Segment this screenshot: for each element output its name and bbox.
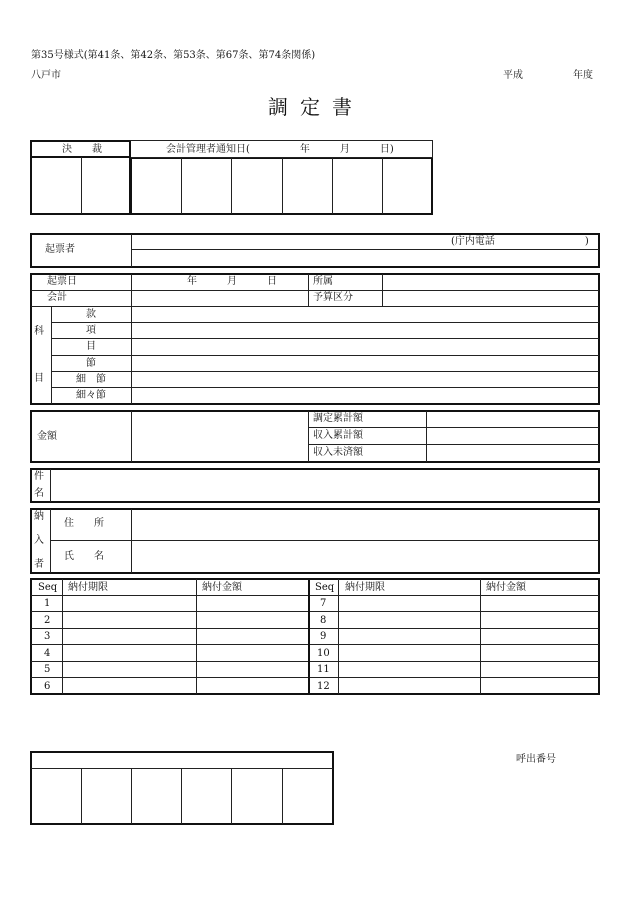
kou-label: 項 (86, 325, 96, 336)
col-amount-right: 納付金額 (486, 582, 526, 593)
col-due-left: 納付期限 (68, 582, 108, 593)
city-name: 八戸市 (31, 70, 61, 81)
budget-label: 予算区分 (313, 292, 353, 303)
payer-label-1: 納 (34, 511, 44, 522)
seq-cell: 10 (317, 648, 330, 659)
seq-cell: 4 (44, 648, 51, 659)
account-label: 会計 (47, 292, 67, 303)
document-title: 調定書 (268, 95, 364, 119)
call-number-label: 呼出番号 (516, 754, 556, 765)
seq-cell: 9 (320, 631, 327, 642)
subject-label-top: 件 (34, 471, 44, 482)
cumulative-received-label: 収入累計額 (313, 430, 363, 441)
saisetsu-label: 細 節 (76, 374, 106, 385)
address-label: 住 所 (64, 518, 104, 529)
seq-cell: 11 (317, 664, 330, 675)
unreceived-label: 収入未済額 (313, 447, 363, 458)
seq-cell: 5 (44, 664, 51, 675)
name-label: 氏 名 (64, 551, 104, 562)
era-label: 平成 (503, 70, 523, 81)
payer-label-2: 入 (34, 535, 44, 546)
moku-label: 目 (86, 341, 96, 352)
amount-label: 金額 (37, 431, 57, 442)
col-seq-right: Seq (315, 582, 335, 593)
phone-label: (庁内電話 ) (451, 236, 589, 247)
seq-cell: 7 (320, 598, 327, 609)
fiscal-year-label: 年度 (573, 70, 593, 81)
kamoku-label-top: 科 (34, 326, 44, 337)
issue-date-label: 起票日 (47, 276, 77, 287)
kamoku-label-bottom: 目 (34, 373, 44, 384)
col-amount-left: 納付金額 (202, 582, 242, 593)
setsu-label: 節 (86, 358, 96, 369)
seq-cell: 1 (44, 598, 51, 609)
dept-label: 所属 (313, 276, 333, 287)
issue-date-value: 年 月 日 (187, 276, 277, 287)
saisaisetsu-label: 細々節 (76, 390, 106, 401)
payer-label-3: 者 (34, 559, 44, 570)
seq-cell: 6 (44, 681, 51, 692)
cumulative-adjusted-label: 調定累計額 (313, 413, 363, 424)
kessai-label: 決 裁 (62, 144, 102, 155)
issuer-label: 起票者 (45, 244, 75, 255)
seq-cell: 8 (320, 615, 327, 626)
kan-label: 款 (86, 309, 96, 320)
seq-cell: 12 (317, 681, 330, 692)
seq-cell: 2 (44, 615, 51, 626)
subject-label-bottom: 名 (34, 488, 44, 499)
col-due-right: 納付期限 (345, 582, 385, 593)
seq-cell: 3 (44, 631, 51, 642)
notice-date-label: 会計管理者通知日( 年 月 日) (166, 144, 394, 155)
col-seq-left: Seq (38, 582, 58, 593)
form-number: 第35号様式(第41条、第42条、第53条、第67条、第74条関係) (31, 50, 316, 61)
